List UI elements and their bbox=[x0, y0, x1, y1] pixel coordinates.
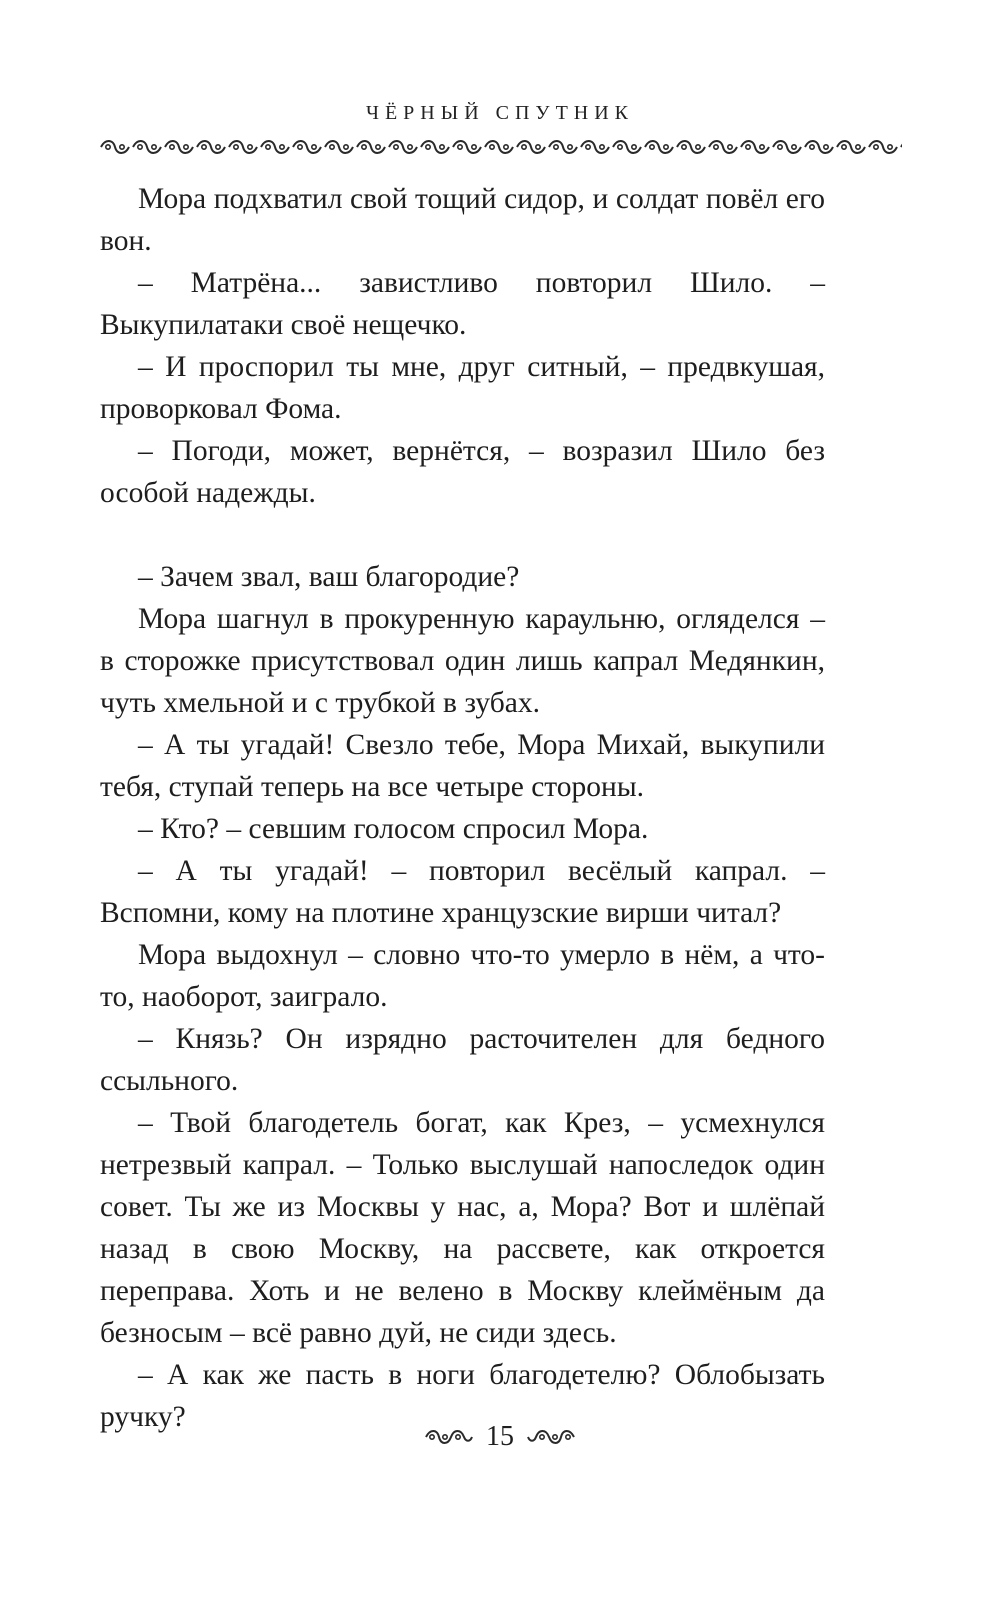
paragraph: – А ты угадай! Свезло тебе, Мора Михай, выкупили тебя, ступай теперь на все четыре стороны. bbox=[100, 729, 825, 803]
paragraph: – И проспорил ты мне, друг ситный, – предвкушая, проворковал Фома. bbox=[100, 351, 825, 425]
page-number: 15 bbox=[486, 1421, 514, 1452]
paragraph: – Князь? Он изрядно расточителен для бедного ссыльного. bbox=[100, 1023, 825, 1097]
scroll-ornament-left-icon bbox=[424, 1426, 474, 1448]
paragraph: Мора подхватил свой тощий сидор, и солдат повёл его вон. bbox=[100, 183, 825, 257]
paragraph: Мора выдохнул – словно что-то умерло в нём, а что-то, наоборот, заиграло. bbox=[100, 939, 825, 1013]
body-text bbox=[100, 178, 825, 1438]
paragraph: – Твой благодетель богат, как Крез, – усмехнулся нетрезвый капрал. – Только выслушай напоследок один совет. Ты же из Москвы у нас, а, Мора? Вот и шлёпай назад в свою Москву, на рассвете, как откроется переправа. Хоть и не велено в Москву клеймёным да безносым – всё равно дуй, не сиди здесь. bbox=[100, 1107, 825, 1349]
paragraph: – Матрёна... завистливо повторил Шило. – Выкупилатаки своё нещечко. bbox=[100, 267, 825, 341]
paragraph: – А как же пасть в ноги благодетелю? Облобызать ручку? bbox=[100, 1359, 825, 1433]
paragraph: – Зачем звал, ваш благородие? bbox=[138, 561, 520, 593]
ornament-rule bbox=[99, 135, 902, 159]
paragraph: – Кто? – севшим голосом спросил Мора. bbox=[138, 813, 649, 845]
paragraph: Мора шагнул в прокуренную караульню, огляделся – в сторожке присутствовал один лишь капрал Медянкин, чуть хмельной и с трубкой в зубах. bbox=[100, 603, 825, 719]
paragraph: – Погоди, может, вернётся, – возразил Шило без особой надежды. bbox=[100, 435, 825, 509]
paragraph: – А ты угадай! – повторил весёлый капрал. – Вспомни, кому на плотине хранцузские вирши читал? bbox=[100, 855, 825, 929]
page-footer bbox=[0, 1417, 1000, 1457]
scroll-ornament-right-icon bbox=[526, 1426, 576, 1448]
running-title: ЧЁРНЫЙ СПУТНИК bbox=[365, 102, 635, 124]
